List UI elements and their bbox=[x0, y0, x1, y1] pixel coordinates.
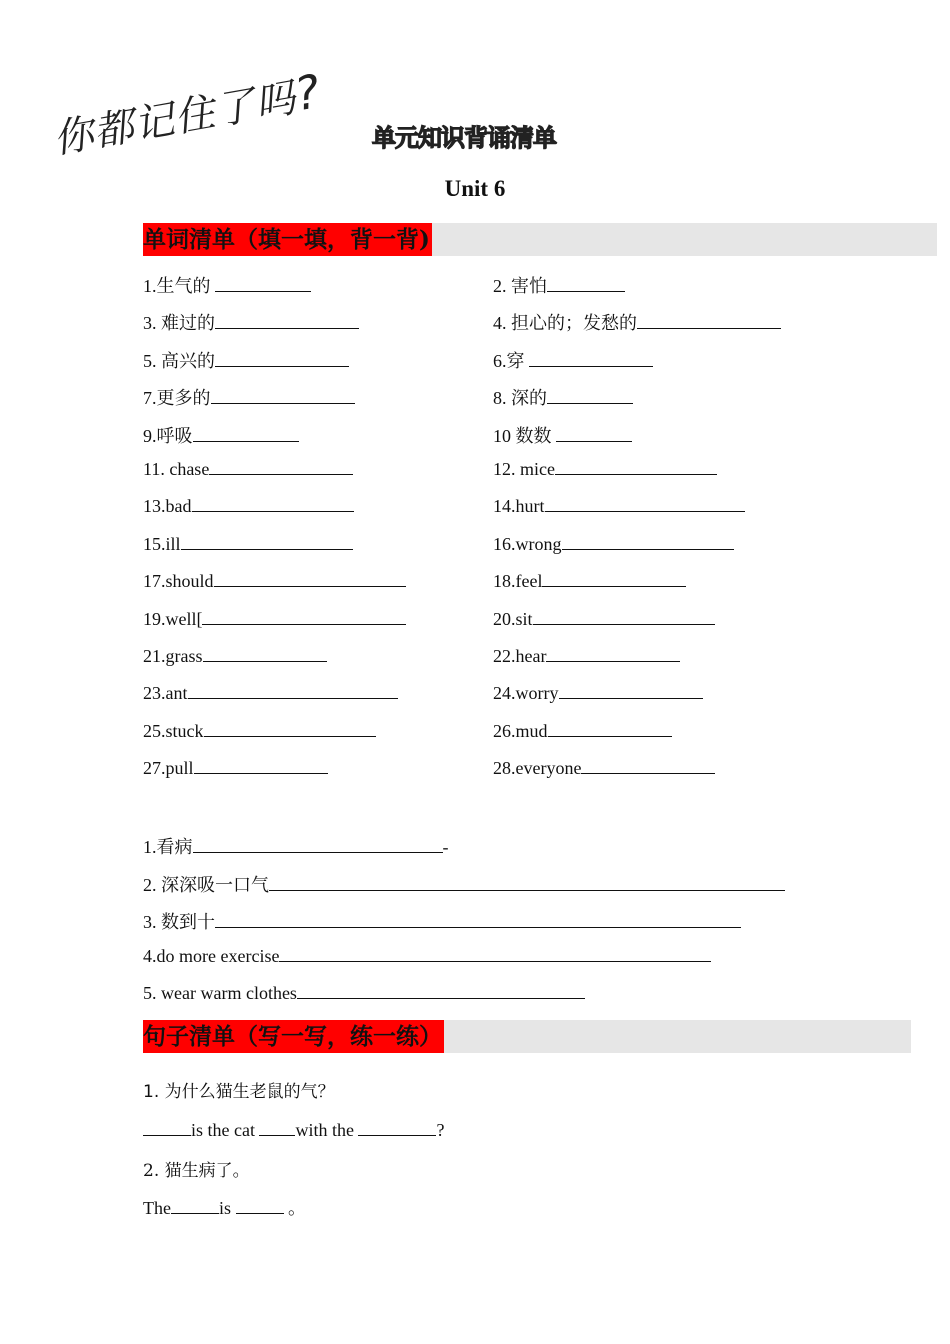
sentence-question-2: 2. 猫生病了。 bbox=[143, 1161, 250, 1181]
item-label: 27.pull bbox=[143, 758, 194, 779]
words-section-header bbox=[143, 223, 937, 256]
item-label: 5. wear warm clothes bbox=[143, 983, 297, 1003]
item-label: 6.穿 bbox=[493, 350, 529, 371]
item-label: 3. 难过的 bbox=[143, 313, 215, 334]
answer-blank[interactable] bbox=[529, 352, 653, 367]
item-label: 8. 深的 bbox=[493, 388, 547, 409]
item-label: 16.wrong bbox=[493, 533, 562, 554]
phrase-item bbox=[143, 871, 785, 897]
answer-blank[interactable] bbox=[562, 535, 734, 550]
item-label: 2. 深深吸一口气 bbox=[143, 874, 269, 895]
item-label: 2. 害怕 bbox=[493, 276, 547, 296]
answer-blank[interactable] bbox=[555, 460, 717, 475]
word-item bbox=[493, 646, 680, 667]
item-label: 24.worry bbox=[493, 683, 559, 704]
slogan-text: 你都记住了吗 bbox=[49, 75, 300, 164]
item-label: 10 数数 bbox=[493, 425, 556, 446]
answer-blank[interactable] bbox=[215, 913, 741, 928]
word-item bbox=[143, 683, 398, 704]
answer-blank[interactable] bbox=[279, 947, 711, 962]
item-label: 3. 数到十 bbox=[143, 912, 215, 932]
word-item bbox=[493, 534, 734, 555]
worksheet-title: 单元知识背诵清单 bbox=[372, 124, 556, 152]
answer-blank[interactable] bbox=[202, 610, 406, 625]
item-label: 1.看病 bbox=[143, 837, 193, 857]
answer-blank[interactable] bbox=[211, 389, 355, 404]
phrase-item bbox=[143, 833, 449, 859]
answer-blank[interactable] bbox=[297, 984, 585, 999]
answer-blank[interactable] bbox=[533, 610, 715, 625]
item-label: 1.生气的 bbox=[143, 276, 215, 296]
word-item bbox=[493, 384, 633, 410]
phrase-item bbox=[143, 908, 741, 934]
sentence-text: is the cat bbox=[191, 1120, 260, 1140]
sentence-text: The bbox=[143, 1198, 171, 1218]
item-label: 15.ill bbox=[143, 533, 181, 554]
answer-blank[interactable] bbox=[214, 572, 406, 587]
answer-blank[interactable] bbox=[209, 460, 353, 475]
sentence-text: with the bbox=[295, 1120, 359, 1140]
item-label: 21.grass bbox=[143, 646, 203, 666]
answer-blank[interactable] bbox=[181, 535, 353, 550]
word-item bbox=[143, 272, 311, 298]
item-label: 9.呼吸 bbox=[143, 425, 193, 446]
item-label: 20.sit bbox=[493, 608, 533, 629]
item-suffix: - bbox=[442, 837, 449, 857]
word-item bbox=[493, 309, 781, 335]
item-label: 25.stuck bbox=[143, 720, 204, 741]
word-item bbox=[143, 721, 376, 742]
item-label: 28.everyone bbox=[493, 758, 582, 779]
answer-blank[interactable] bbox=[542, 572, 686, 587]
sentence-question-1: 1. 为什么猫生老鼠的气？ bbox=[143, 1082, 335, 1102]
answer-blank[interactable] bbox=[192, 497, 354, 512]
word-item bbox=[493, 422, 632, 448]
word-item bbox=[143, 309, 359, 335]
answer-blank[interactable] bbox=[546, 647, 680, 662]
answer-blank[interactable] bbox=[143, 1121, 191, 1136]
item-label: 23.ant bbox=[143, 683, 188, 704]
item-label: 4. 担心的；发愁的 bbox=[493, 313, 637, 334]
word-item bbox=[493, 459, 717, 480]
item-label: 7.更多的 bbox=[143, 388, 211, 409]
word-item bbox=[143, 422, 299, 448]
answer-blank[interactable] bbox=[548, 722, 672, 737]
answer-blank[interactable] bbox=[545, 497, 745, 512]
answer-blank[interactable] bbox=[204, 722, 376, 737]
item-label: 14.hurt bbox=[493, 496, 545, 517]
item-label: 4.do more exercise bbox=[143, 945, 280, 966]
answer-blank[interactable] bbox=[203, 647, 327, 662]
sentence-text: ? bbox=[436, 1120, 445, 1140]
word-item bbox=[143, 459, 353, 480]
answer-blank[interactable] bbox=[215, 352, 349, 367]
word-item bbox=[143, 758, 328, 779]
word-item bbox=[493, 609, 715, 630]
answer-blank[interactable] bbox=[581, 759, 715, 774]
answer-blank[interactable] bbox=[171, 1199, 219, 1214]
answer-blank[interactable] bbox=[559, 684, 703, 699]
answer-blank[interactable] bbox=[193, 427, 299, 442]
slogan-heading bbox=[48, 62, 325, 165]
item-label: 19.well[ bbox=[143, 608, 203, 629]
answer-blank[interactable] bbox=[358, 1121, 436, 1136]
word-item bbox=[143, 609, 406, 630]
word-item bbox=[143, 571, 406, 592]
answer-blank[interactable] bbox=[269, 876, 785, 891]
word-item bbox=[493, 272, 625, 298]
answer-blank[interactable] bbox=[236, 1199, 284, 1214]
word-item bbox=[143, 384, 355, 410]
sentence-answer-2 bbox=[143, 1194, 306, 1220]
item-label: 26.mud bbox=[493, 720, 548, 741]
answer-blank[interactable] bbox=[547, 389, 633, 404]
item-label: 22.hear bbox=[493, 646, 547, 666]
item-label: 17.should bbox=[143, 571, 214, 592]
word-item bbox=[143, 646, 327, 667]
sentence-text: is bbox=[218, 1198, 236, 1218]
sentences-section-title: 句子清单（写一写，练一练） bbox=[143, 1020, 444, 1053]
words-section-title: 单词清单（填一填，背一背) bbox=[143, 223, 432, 256]
word-item bbox=[143, 496, 354, 517]
word-item bbox=[493, 347, 653, 373]
item-label: 12. mice bbox=[493, 459, 555, 479]
word-item bbox=[493, 683, 703, 704]
item-label: 11. chase bbox=[143, 459, 210, 479]
phrase-item bbox=[143, 983, 585, 1004]
item-label: 5. 高兴的 bbox=[143, 350, 215, 371]
sentence-text: 。 bbox=[283, 1198, 306, 1218]
word-item bbox=[143, 534, 353, 555]
answer-blank[interactable] bbox=[547, 277, 625, 292]
answer-blank[interactable] bbox=[215, 277, 311, 292]
word-item bbox=[143, 347, 349, 373]
answer-blank[interactable] bbox=[556, 427, 632, 442]
item-label: 18.feel bbox=[493, 571, 543, 592]
unit-title: Unit 6 bbox=[444, 176, 506, 201]
word-item bbox=[493, 571, 686, 592]
answer-blank[interactable] bbox=[637, 314, 781, 329]
answer-blank[interactable] bbox=[259, 1121, 295, 1136]
word-item bbox=[493, 758, 715, 779]
sentence-answer-1 bbox=[143, 1120, 444, 1141]
answer-blank[interactable] bbox=[215, 314, 359, 329]
item-label: 13.bad bbox=[143, 496, 192, 517]
answer-blank[interactable] bbox=[188, 684, 398, 699]
slogan-question-mark: ? bbox=[290, 63, 326, 122]
sentences-section-header bbox=[143, 1020, 911, 1053]
answer-blank[interactable] bbox=[194, 759, 328, 774]
answer-blank[interactable] bbox=[193, 838, 443, 853]
phrase-item bbox=[143, 946, 711, 967]
word-item bbox=[493, 496, 745, 517]
word-item bbox=[493, 721, 672, 742]
